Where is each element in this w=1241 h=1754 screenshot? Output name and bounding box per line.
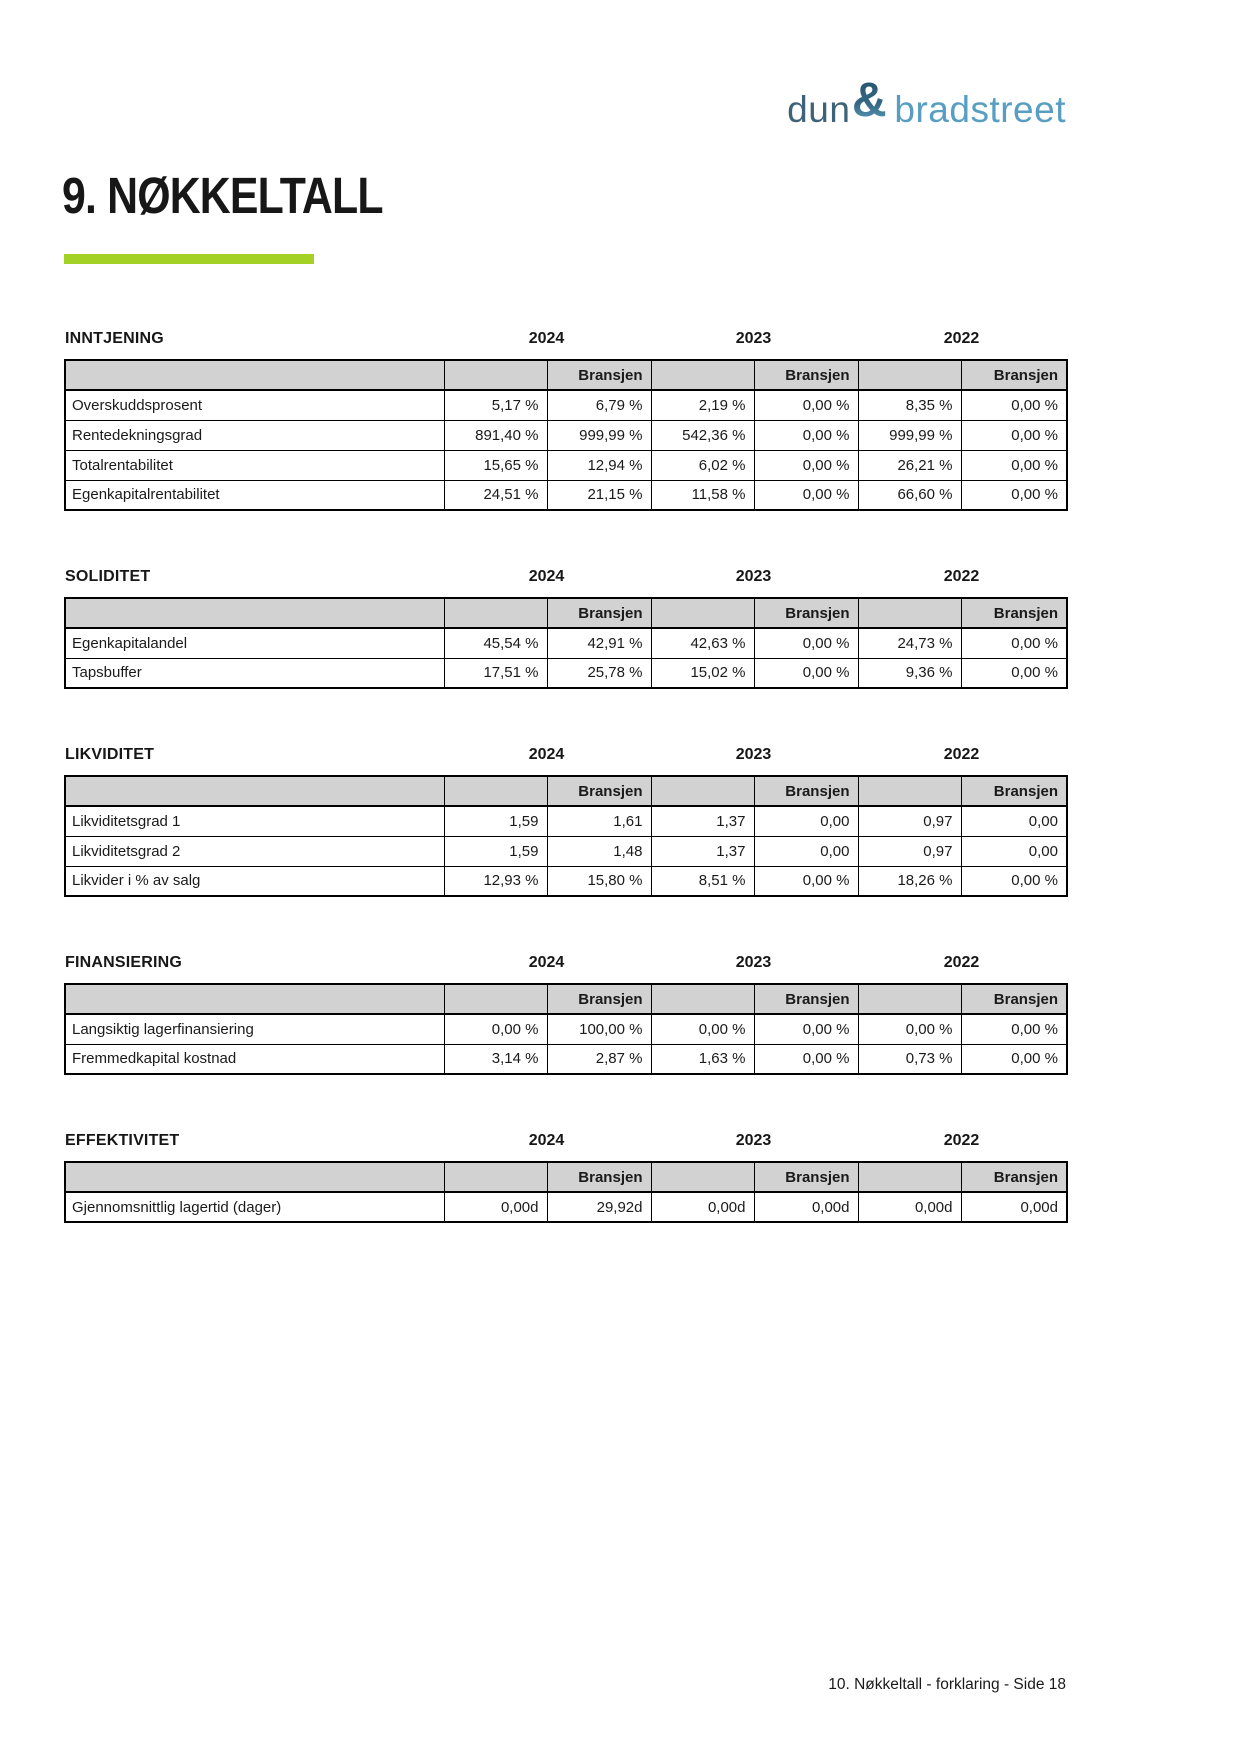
section-effektivitet bbox=[64, 1132, 1066, 1223]
bransjen-header-cell: Bransjen bbox=[961, 1162, 1067, 1192]
table-header-row bbox=[65, 984, 1067, 1014]
table-header-row bbox=[65, 776, 1067, 806]
value-cell: 5,17 % bbox=[444, 390, 547, 420]
table-row bbox=[65, 480, 1067, 510]
value-cell: 1,63 % bbox=[651, 1044, 754, 1074]
empty-header-cell bbox=[858, 598, 961, 628]
section-soliditet bbox=[64, 568, 1066, 689]
value-cell: 1,37 bbox=[651, 836, 754, 866]
value-cell: 0,00 % bbox=[444, 1014, 547, 1044]
year-label-2022: 2022 bbox=[943, 746, 980, 763]
bransjen-header-cell: Bransjen bbox=[754, 360, 858, 390]
row-label-cell: Egenkapitalandel bbox=[65, 628, 444, 658]
empty-header-cell bbox=[858, 776, 961, 806]
bransjen-header-cell: Bransjen bbox=[961, 360, 1067, 390]
bransjen-header-cell: Bransjen bbox=[961, 776, 1067, 806]
row-label-cell: Egenkapitalrentabilitet bbox=[65, 480, 444, 510]
section-title: SOLIDITET bbox=[65, 568, 151, 585]
value-cell: 0,00 % bbox=[754, 628, 858, 658]
key-figures-table-finansiering bbox=[64, 983, 1068, 1075]
value-cell: 0,97 bbox=[858, 836, 961, 866]
value-cell: 0,00 % bbox=[754, 866, 858, 896]
value-cell: 0,00 % bbox=[651, 1014, 754, 1044]
empty-header-cell bbox=[444, 984, 547, 1014]
value-cell: 0,00d bbox=[961, 1192, 1067, 1222]
value-cell: 24,73 % bbox=[858, 628, 961, 658]
bransjen-header-cell: Bransjen bbox=[547, 776, 651, 806]
table-row bbox=[65, 390, 1067, 420]
value-cell: 8,51 % bbox=[651, 866, 754, 896]
year-label-2023: 2023 bbox=[735, 330, 772, 347]
bransjen-header-cell: Bransjen bbox=[961, 598, 1067, 628]
value-cell: 42,91 % bbox=[547, 628, 651, 658]
value-cell: 1,59 bbox=[444, 836, 547, 866]
value-cell: 0,00 % bbox=[754, 450, 858, 480]
value-cell: 0,00d bbox=[444, 1192, 547, 1222]
value-cell: 12,94 % bbox=[547, 450, 651, 480]
table-header-row bbox=[65, 1162, 1067, 1192]
table-row bbox=[65, 450, 1067, 480]
value-cell: 18,26 % bbox=[858, 866, 961, 896]
value-cell: 2,19 % bbox=[651, 390, 754, 420]
empty-header-cell bbox=[651, 776, 754, 806]
section-finansiering bbox=[64, 954, 1066, 1075]
value-cell: 0,00 % bbox=[961, 866, 1067, 896]
year-label-2024: 2024 bbox=[528, 746, 565, 763]
table-row bbox=[65, 806, 1067, 836]
key-figures-table-soliditet bbox=[64, 597, 1068, 689]
value-cell: 0,00 % bbox=[961, 420, 1067, 450]
value-cell: 1,37 bbox=[651, 806, 754, 836]
year-label-2024: 2024 bbox=[528, 330, 565, 347]
value-cell: 0,00 % bbox=[961, 1044, 1067, 1074]
value-cell: 542,36 % bbox=[651, 420, 754, 450]
table-header-row bbox=[65, 598, 1067, 628]
year-label-2024: 2024 bbox=[528, 1132, 565, 1149]
bransjen-header-cell: Bransjen bbox=[754, 598, 858, 628]
row-label-cell: Overskuddsprosent bbox=[65, 390, 444, 420]
row-label-cell: Totalrentabilitet bbox=[65, 450, 444, 480]
empty-header-cell bbox=[65, 598, 444, 628]
empty-header-cell bbox=[444, 360, 547, 390]
table-row bbox=[65, 1192, 1067, 1222]
table-row bbox=[65, 866, 1067, 896]
bransjen-header-cell: Bransjen bbox=[754, 1162, 858, 1192]
year-label-2022: 2022 bbox=[943, 1132, 980, 1149]
value-cell: 891,40 % bbox=[444, 420, 547, 450]
empty-header-cell bbox=[65, 360, 444, 390]
table-row bbox=[65, 628, 1067, 658]
bransjen-header-cell: Bransjen bbox=[547, 598, 651, 628]
year-label-2023: 2023 bbox=[735, 746, 772, 763]
value-cell: 6,79 % bbox=[547, 390, 651, 420]
value-cell: 15,80 % bbox=[547, 866, 651, 896]
key-figures-table-inntjening bbox=[64, 359, 1068, 511]
value-cell: 24,51 % bbox=[444, 480, 547, 510]
dnb-logo bbox=[64, 70, 1066, 131]
row-label-cell: Gjennomsnittlig lagertid (dager) bbox=[65, 1192, 444, 1222]
year-label-2023: 2023 bbox=[735, 954, 772, 971]
section-title: LIKVIDITET bbox=[65, 746, 155, 763]
section-head-inntjening bbox=[64, 330, 1066, 352]
year-label-2022: 2022 bbox=[943, 568, 980, 585]
value-cell: 11,58 % bbox=[651, 480, 754, 510]
empty-header-cell bbox=[858, 360, 961, 390]
row-label-cell: Rentedekningsgrad bbox=[65, 420, 444, 450]
value-cell: 0,00 % bbox=[961, 1014, 1067, 1044]
empty-header-cell bbox=[444, 776, 547, 806]
year-label-2022: 2022 bbox=[943, 330, 980, 347]
value-cell: 0,00 bbox=[754, 836, 858, 866]
row-label-cell: Likvider i % av salg bbox=[65, 866, 444, 896]
year-label-2022: 2022 bbox=[943, 954, 980, 971]
value-cell: 0,00d bbox=[858, 1192, 961, 1222]
empty-header-cell bbox=[651, 1162, 754, 1192]
value-cell: 0,00 bbox=[961, 806, 1067, 836]
value-cell: 3,14 % bbox=[444, 1044, 547, 1074]
table-row bbox=[65, 836, 1067, 866]
title-underline-bar bbox=[64, 254, 314, 264]
logo-text-bradstreet: bradstreet bbox=[894, 89, 1066, 130]
value-cell: 15,65 % bbox=[444, 450, 547, 480]
key-figures-table-effektivitet bbox=[64, 1161, 1068, 1223]
value-cell: 29,92d bbox=[547, 1192, 651, 1222]
bransjen-header-cell: Bransjen bbox=[547, 360, 651, 390]
value-cell: 0,00 % bbox=[754, 1014, 858, 1044]
value-cell: 2,87 % bbox=[547, 1044, 651, 1074]
value-cell: 15,02 % bbox=[651, 658, 754, 688]
value-cell: 9,36 % bbox=[858, 658, 961, 688]
table-row bbox=[65, 658, 1067, 688]
value-cell: 0,00 % bbox=[961, 390, 1067, 420]
bransjen-header-cell: Bransjen bbox=[961, 984, 1067, 1014]
page-footer: 10. Nøkkeltall - forklaring - Side 18 bbox=[828, 1676, 1066, 1693]
table-header-row bbox=[65, 360, 1067, 390]
year-label-2023: 2023 bbox=[735, 1132, 772, 1149]
value-cell: 0,00d bbox=[651, 1192, 754, 1222]
value-cell: 0,00d bbox=[754, 1192, 858, 1222]
section-likviditet bbox=[64, 746, 1066, 897]
key-figures-content bbox=[64, 330, 1066, 1280]
ampersand-icon bbox=[851, 74, 893, 131]
value-cell: 999,99 % bbox=[547, 420, 651, 450]
value-cell: 12,93 % bbox=[444, 866, 547, 896]
section-title: FINANSIERING bbox=[65, 954, 183, 971]
year-label-2024: 2024 bbox=[528, 568, 565, 585]
value-cell: 1,61 bbox=[547, 806, 651, 836]
value-cell: 0,73 % bbox=[858, 1044, 961, 1074]
year-label-2023: 2023 bbox=[735, 568, 772, 585]
section-head-soliditet bbox=[64, 568, 1066, 590]
value-cell: 25,78 % bbox=[547, 658, 651, 688]
empty-header-cell bbox=[65, 1162, 444, 1192]
empty-header-cell bbox=[858, 1162, 961, 1192]
table-row bbox=[65, 1014, 1067, 1044]
value-cell: 0,00 % bbox=[754, 390, 858, 420]
section-inntjening bbox=[64, 330, 1066, 511]
empty-header-cell bbox=[651, 360, 754, 390]
value-cell: 0,00 % bbox=[754, 480, 858, 510]
empty-header-cell bbox=[444, 598, 547, 628]
value-cell: 0,00 bbox=[961, 836, 1067, 866]
value-cell: 0,00 % bbox=[961, 658, 1067, 688]
value-cell: 21,15 % bbox=[547, 480, 651, 510]
empty-header-cell bbox=[651, 984, 754, 1014]
value-cell: 0,97 bbox=[858, 806, 961, 836]
year-label-2024: 2024 bbox=[528, 954, 565, 971]
table-row bbox=[65, 1044, 1067, 1074]
value-cell: 45,54 % bbox=[444, 628, 547, 658]
value-cell: 0,00 % bbox=[754, 1044, 858, 1074]
table-row bbox=[65, 420, 1067, 450]
value-cell: 8,35 % bbox=[858, 390, 961, 420]
empty-header-cell bbox=[65, 776, 444, 806]
empty-header-cell bbox=[65, 984, 444, 1014]
empty-header-cell bbox=[858, 984, 961, 1014]
value-cell: 17,51 % bbox=[444, 658, 547, 688]
value-cell: 0,00 % bbox=[754, 658, 858, 688]
section-head-effektivitet bbox=[64, 1132, 1066, 1154]
page-title: 9. NØKKELTALL bbox=[62, 167, 383, 224]
row-label-cell: Tapsbuffer bbox=[65, 658, 444, 688]
logo-text-dun: dun bbox=[787, 89, 851, 130]
value-cell: 100,00 % bbox=[547, 1014, 651, 1044]
value-cell: 1,48 bbox=[547, 836, 651, 866]
empty-header-cell bbox=[651, 598, 754, 628]
value-cell: 999,99 % bbox=[858, 420, 961, 450]
section-title: INNTJENING bbox=[65, 330, 164, 347]
value-cell: 0,00 % bbox=[754, 420, 858, 450]
bransjen-header-cell: Bransjen bbox=[547, 1162, 651, 1192]
section-head-likviditet bbox=[64, 746, 1066, 768]
row-label-cell: Fremmedkapital kostnad bbox=[65, 1044, 444, 1074]
section-head-finansiering bbox=[64, 954, 1066, 976]
value-cell: 0,00 % bbox=[961, 480, 1067, 510]
row-label-cell: Likviditetsgrad 1 bbox=[65, 806, 444, 836]
value-cell: 0,00 bbox=[754, 806, 858, 836]
value-cell: 1,59 bbox=[444, 806, 547, 836]
value-cell: 6,02 % bbox=[651, 450, 754, 480]
value-cell: 0,00 % bbox=[858, 1014, 961, 1044]
value-cell: 42,63 % bbox=[651, 628, 754, 658]
empty-header-cell bbox=[444, 1162, 547, 1192]
value-cell: 66,60 % bbox=[858, 480, 961, 510]
row-label-cell: Langsiktig lagerfinansiering bbox=[65, 1014, 444, 1044]
bransjen-header-cell: Bransjen bbox=[754, 776, 858, 806]
section-title: EFFEKTIVITET bbox=[65, 1132, 180, 1149]
value-cell: 0,00 % bbox=[961, 628, 1067, 658]
value-cell: 0,00 % bbox=[961, 450, 1067, 480]
svg-text:&: & bbox=[852, 74, 888, 126]
value-cell: 26,21 % bbox=[858, 450, 961, 480]
bransjen-header-cell: Bransjen bbox=[547, 984, 651, 1014]
bransjen-header-cell: Bransjen bbox=[754, 984, 858, 1014]
row-label-cell: Likviditetsgrad 2 bbox=[65, 836, 444, 866]
key-figures-table-likviditet bbox=[64, 775, 1068, 897]
